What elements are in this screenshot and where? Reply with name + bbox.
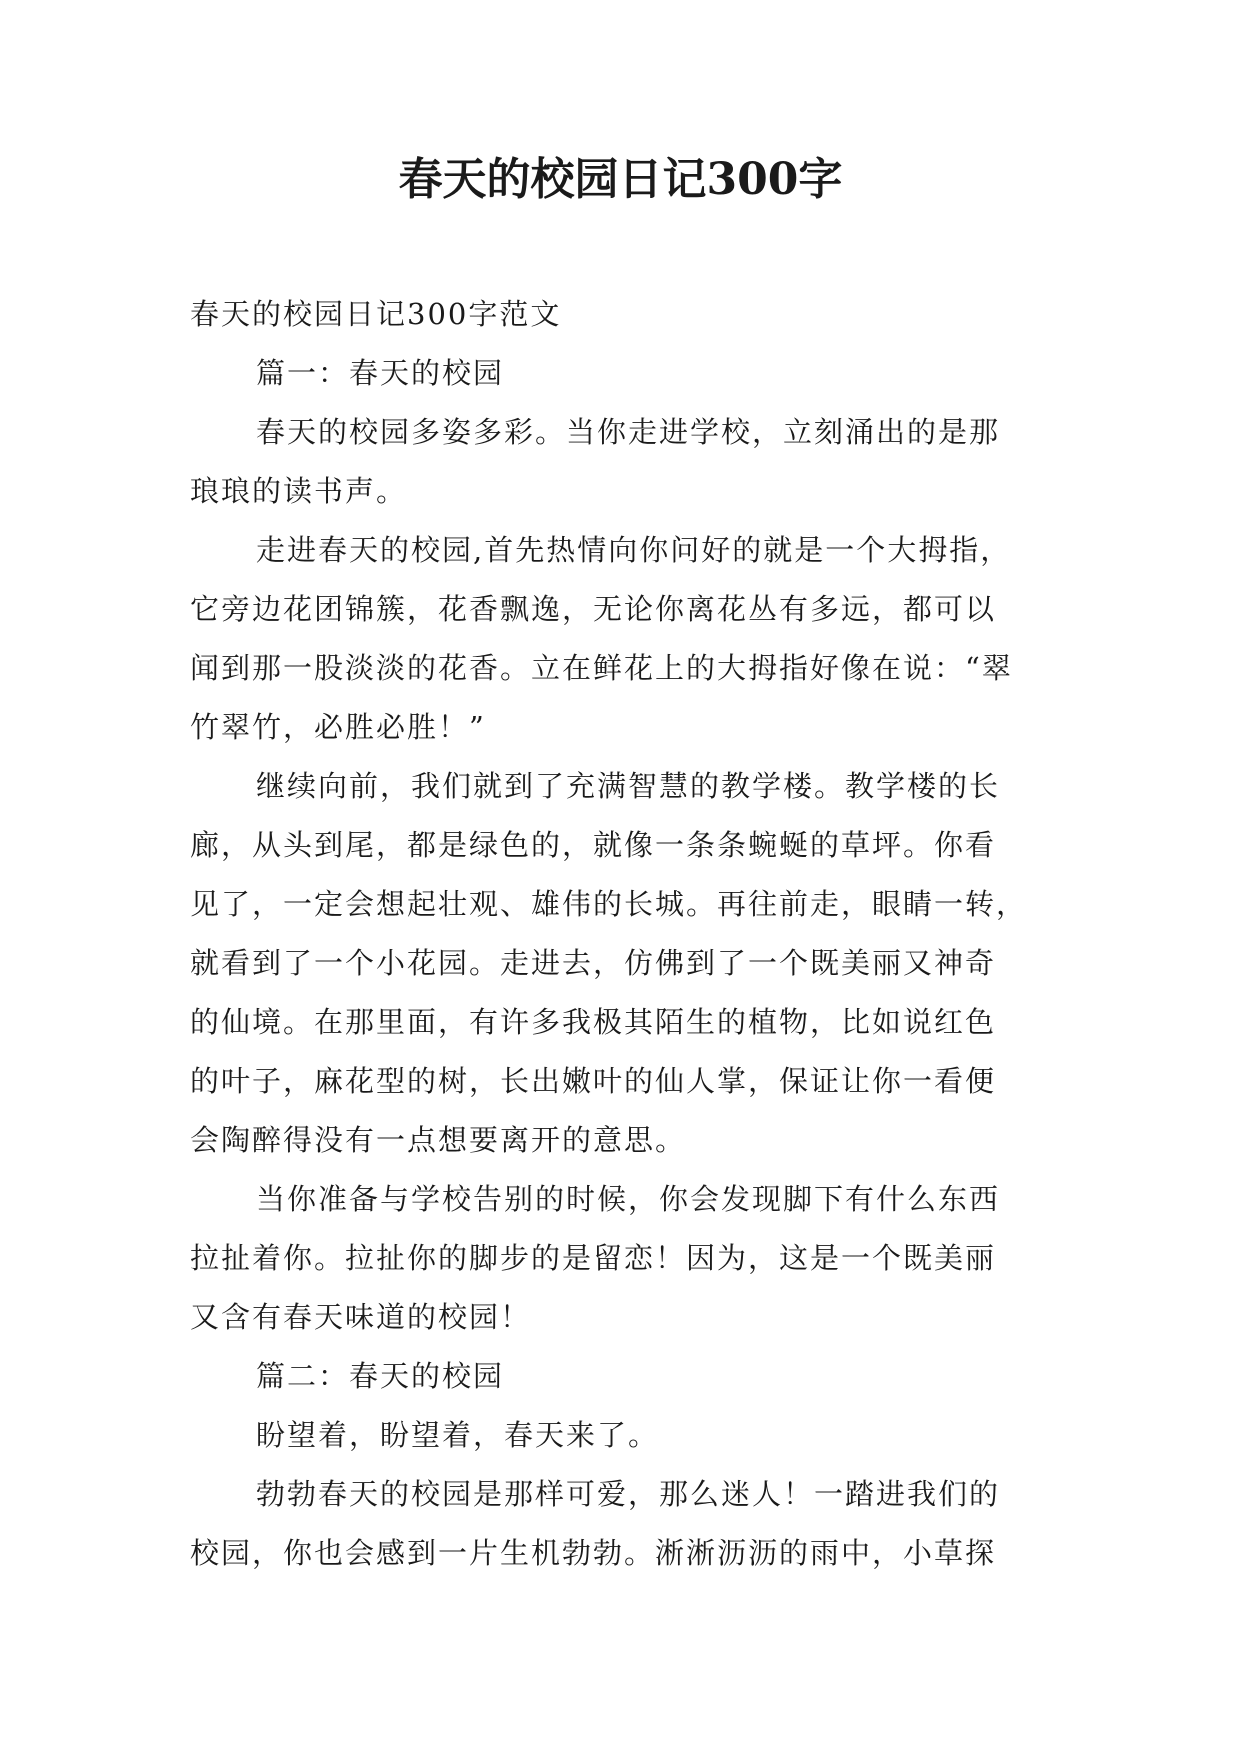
text-line: 见了，一定会想起壮观、雄伟的长城。再往前走，眼睛一转， [190, 887, 1028, 921]
document-body [190, 285, 1052, 1583]
text-line: 继续向前，我们就到了充满智慧的教学楼。教学楼的长 [256, 769, 1001, 803]
text-line: 走进春天的校园,首先热情向你问好的就是一个大拇指， [256, 533, 1012, 567]
text-line: 当你准备与学校告别的时候，你会发现脚下有什么东西 [256, 1182, 1001, 1216]
text-line: 勃勃春天的校园是那样可爱，那么迷人！一踏进我们的 [256, 1477, 1001, 1511]
text-line: 校园，你也会感到一片生机勃勃。淅淅沥沥的雨中，小草探 [190, 1536, 997, 1570]
text-line: 又含有春天味道的校园！ [190, 1300, 532, 1334]
text-line: 的仙境。在那里面，有许多我极其陌生的植物，比如说红色 [190, 1005, 997, 1039]
text-line: 拉扯着你。拉扯你的脚步的是留恋！因为，这是一个既美丽 [190, 1241, 997, 1275]
document-title: 春天的校园日记300字 [398, 154, 843, 205]
text-line: 会陶醉得没有一点想要离开的意思。 [190, 1123, 687, 1157]
text-line: 的叶子，麻花型的树，长出嫩叶的仙人掌，保证让你一看便 [190, 1064, 997, 1098]
text-line: 篇二：春天的校园 [256, 1359, 505, 1393]
text-line: 春天的校园多姿多彩。当你走进学校，立刻涌出的是那 [256, 415, 1001, 449]
text-line: 它旁边花团锦簇，花香飘逸，无论你离花丛有多远，都可以 [190, 592, 997, 626]
text-line: 廊，从头到尾，都是绿色的，就像一条条蜿蜒的草坪。你看 [190, 828, 997, 862]
text-line: 竹翠竹，必胜必胜！” [190, 710, 486, 744]
text-line: 琅琅的读书声。 [190, 474, 408, 508]
text-line: 春天的校园日记300字范文 [190, 297, 562, 331]
text-line: 就看到了一个小花园。走进去，仿佛到了一个既美丽又神奇 [190, 946, 997, 980]
text-line: 盼望着，盼望着，春天来了。 [256, 1418, 660, 1452]
text-line: 篇一：春天的校园 [256, 356, 505, 390]
text-line: 闻到那一股淡淡的花香。立在鲜花上的大拇指好像在说：“翠 [190, 651, 1013, 685]
